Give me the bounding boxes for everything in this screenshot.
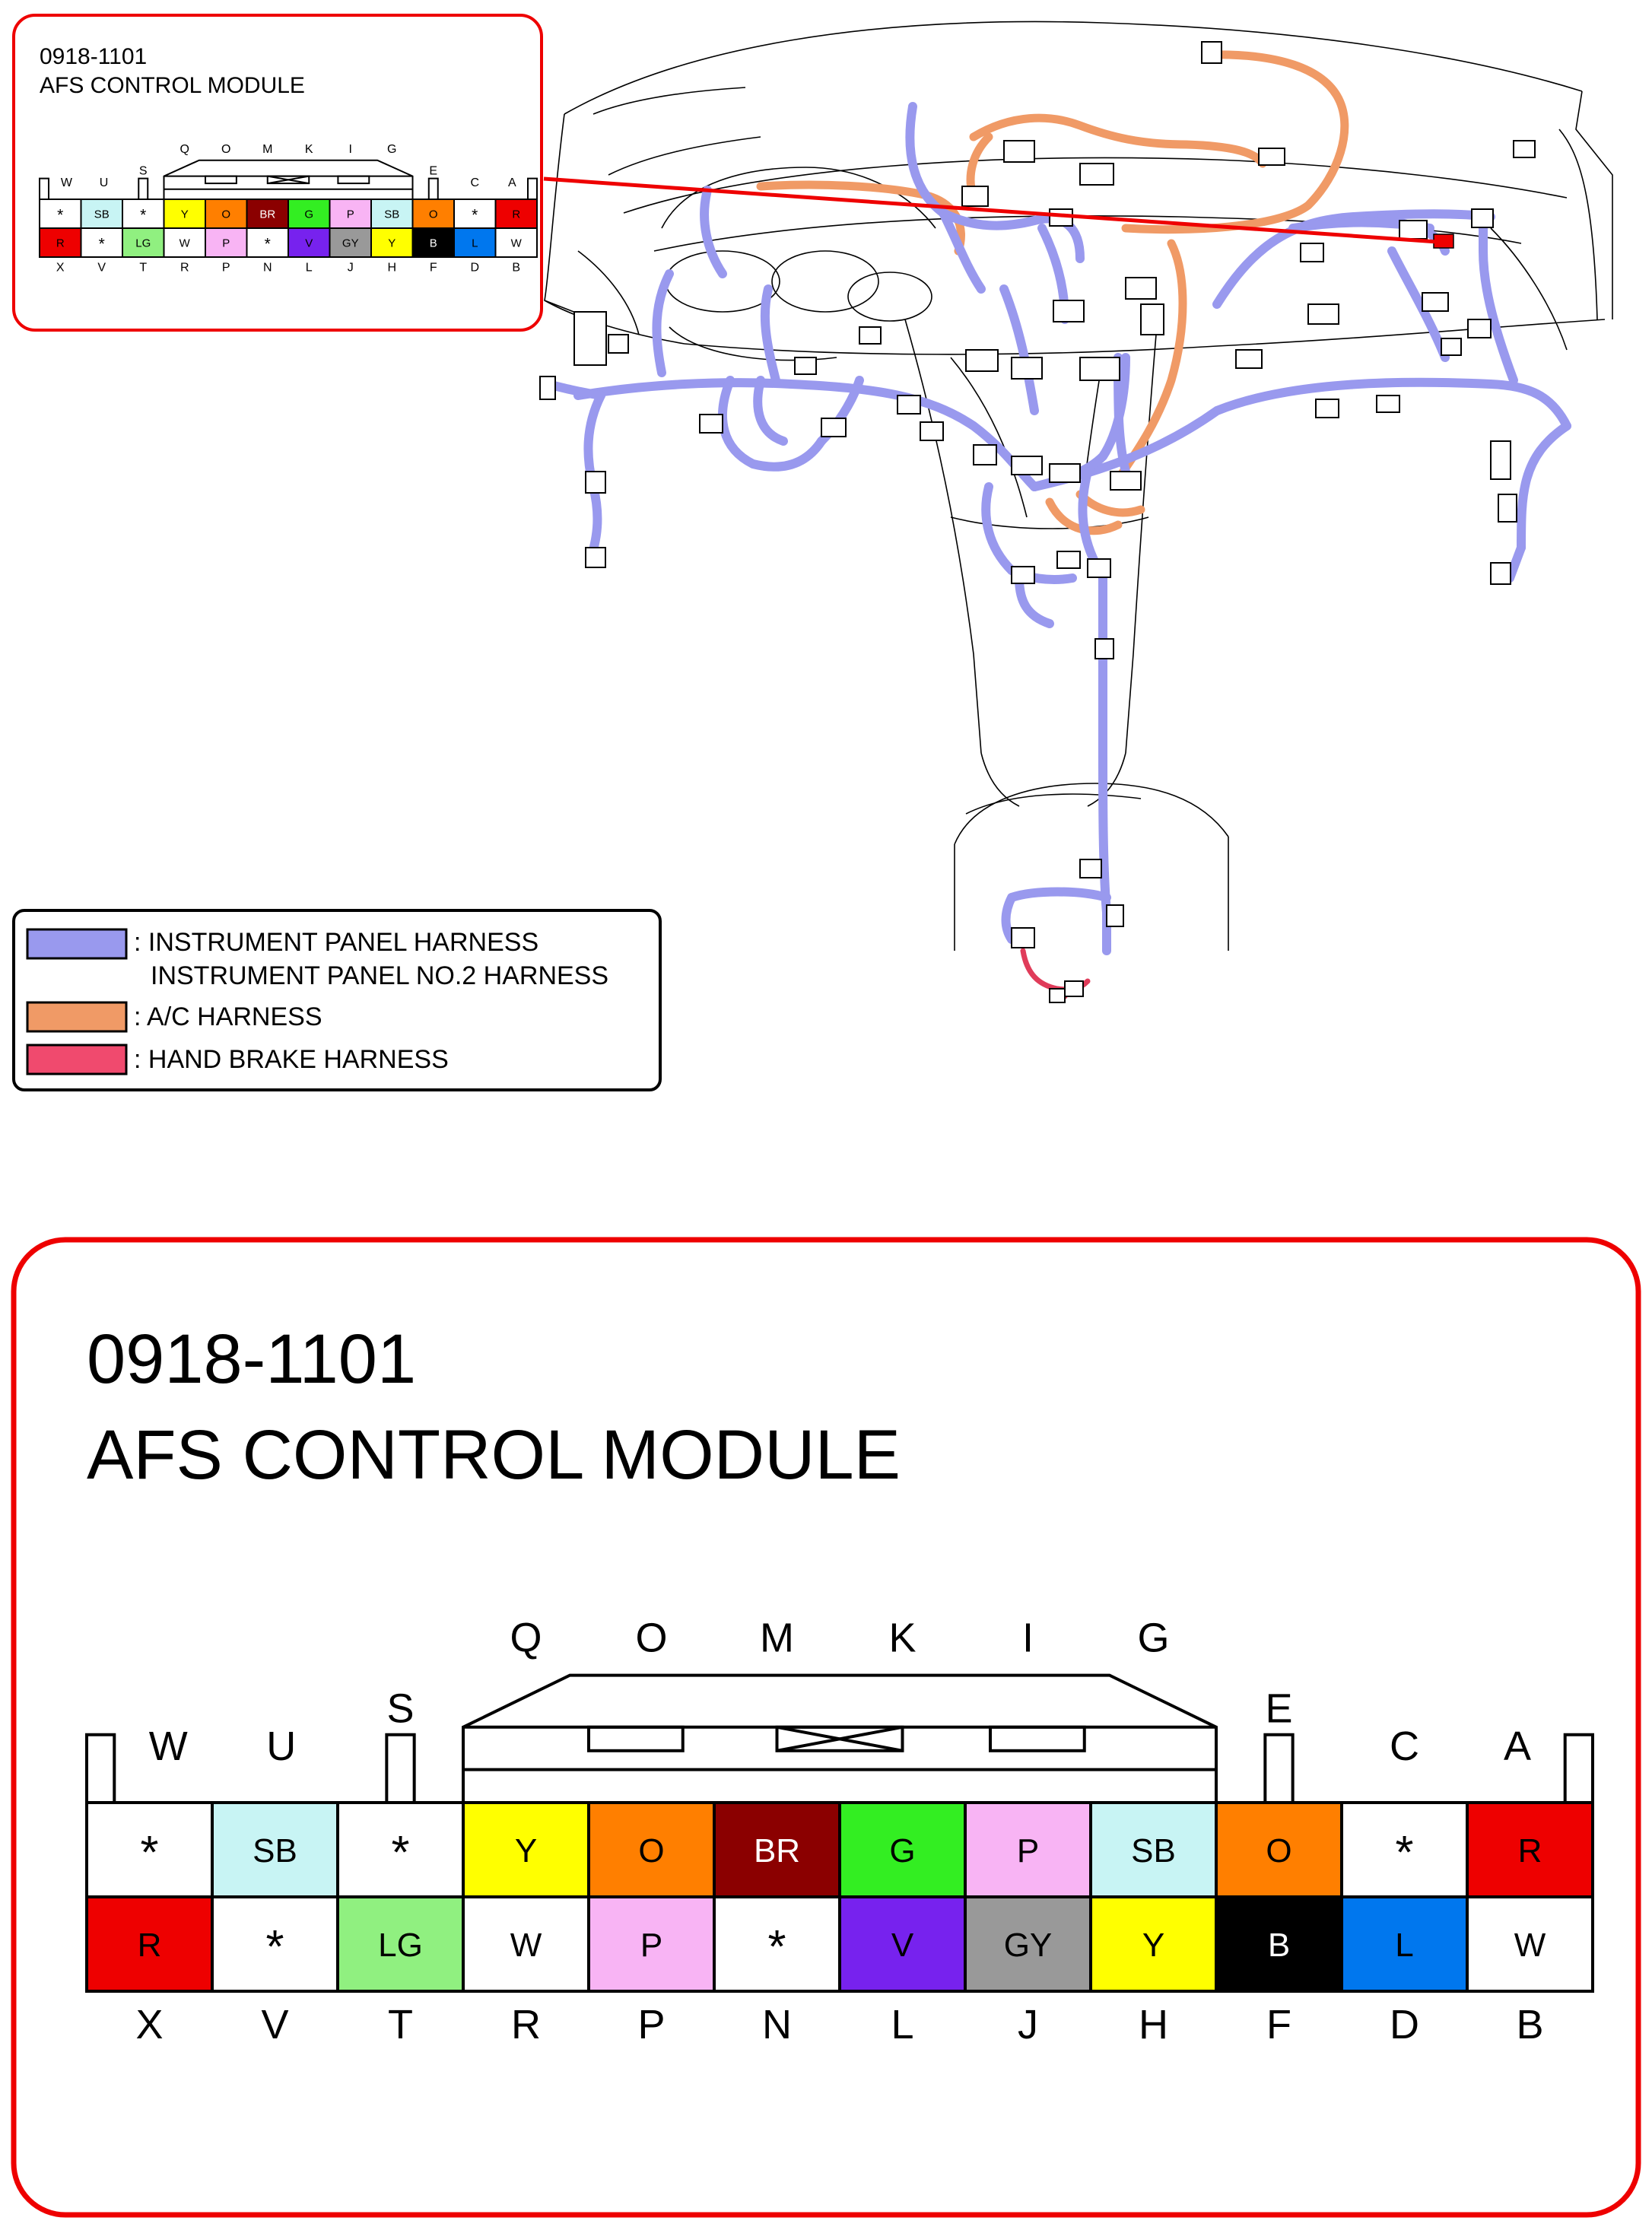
- inset-pin-label: *: [57, 206, 64, 224]
- connector-inset: [14, 15, 542, 330]
- inset-pin-label: LG: [135, 237, 151, 250]
- legend-label-ip2: INSTRUMENT PANEL NO.2 HARNESS: [151, 961, 609, 990]
- inset-connector-id: 0918-1101: [40, 44, 148, 69]
- inset-cavity-label-upper: O: [221, 143, 231, 157]
- big-cavity-label-top: U: [266, 1723, 297, 1770]
- big-pin-label: O: [1266, 1831, 1292, 1870]
- inset-pin-label: R: [56, 237, 65, 250]
- inset-cavity-label-bottom: D: [470, 261, 480, 275]
- big-cavity-label-bottom: P: [637, 2002, 666, 2048]
- detail-connector-id: 0918-1101: [87, 1320, 417, 1398]
- inset-pin-label: O: [221, 208, 231, 221]
- big-pin-label: BR: [753, 1831, 801, 1870]
- harness-legend: [14, 910, 660, 1090]
- big-cavity-label-bottom: D: [1390, 2002, 1419, 2048]
- big-cavity-label-bottom: H: [1139, 2002, 1168, 2048]
- inset-cavity-label-upper: I: [348, 143, 352, 157]
- inset-cavity-label-upper: M: [262, 143, 273, 157]
- inset-cavity-label-bottom: P: [221, 261, 230, 275]
- big-pin-label: P: [640, 1926, 663, 1964]
- big-pin-label: *: [140, 1826, 159, 1879]
- big-pin-label: Y: [514, 1831, 538, 1870]
- big-cavity-label-upper: G: [1137, 1615, 1170, 1661]
- inset-pin-label: L: [472, 237, 478, 250]
- vehicle-drawing: [545, 22, 1612, 951]
- inset-pin-label: SB: [94, 208, 110, 221]
- inset-cavity-label-bottom: H: [387, 261, 397, 275]
- inset-cavity-label-bottom: J: [347, 261, 354, 275]
- big-pin-label: O: [638, 1831, 665, 1870]
- big-pin-label: B: [1267, 1926, 1291, 1964]
- big-cavity-label-bottom: L: [891, 2002, 914, 2048]
- big-pin-label: P: [1016, 1831, 1040, 1870]
- big-cavity-label-bottom: J: [1018, 2002, 1038, 2048]
- big-pin-label: R: [1517, 1831, 1542, 1870]
- inset-pin-label: SB: [384, 208, 400, 221]
- legend-swatch-ip: [27, 929, 126, 958]
- big-pin-label: *: [391, 1826, 410, 1879]
- big-cavity-label-upper: K: [888, 1615, 917, 1661]
- big-cavity-label-bottom: X: [135, 2002, 164, 2048]
- big-cavity-label-bottom: F: [1266, 2002, 1291, 2048]
- inset-cavity-label-bottom: F: [429, 261, 437, 275]
- connector-detail-panel: [14, 1240, 1638, 2215]
- inset-pin-label: *: [472, 206, 478, 224]
- inset-cavity-label-bottom: V: [97, 261, 106, 275]
- big-pin-label: GY: [1003, 1926, 1053, 1964]
- inset-cavity-label-bottom: T: [139, 261, 148, 275]
- big-pin-label: Y: [1142, 1926, 1165, 1964]
- inset-cavity-label-top: S: [138, 164, 148, 178]
- inset-pin-label: Y: [388, 237, 396, 250]
- harness-connectors: [540, 42, 1535, 1002]
- big-pin-label: W: [1514, 1926, 1546, 1964]
- inset-cavity-label-upper: Q: [179, 143, 189, 157]
- inset-cavity-label-upper: K: [304, 143, 313, 157]
- big-cavity-label-top: S: [386, 1685, 415, 1732]
- inset-cavity-label-bottom: X: [56, 261, 65, 275]
- legend-swatch-ac: [27, 1002, 126, 1031]
- big-pin-label: G: [889, 1831, 916, 1870]
- big-pin-label: *: [265, 1920, 284, 1974]
- big-cavity-label-upper: O: [635, 1615, 668, 1661]
- inset-pin-label: R: [512, 208, 521, 221]
- big-cavity-label-top: C: [1390, 1723, 1419, 1770]
- inset-cavity-label-bottom: R: [179, 261, 189, 275]
- inset-cavity-label-top: U: [99, 176, 109, 189]
- inset-pin-label: V: [305, 237, 313, 250]
- legend-swatch-hb: [27, 1045, 126, 1074]
- big-pin-label: R: [137, 1926, 162, 1964]
- inset-pin-label: P: [222, 237, 230, 250]
- legend-label-hb: : HAND BRAKE HARNESS: [134, 1045, 449, 1074]
- legend-label-ip: : INSTRUMENT PANEL HARNESS: [134, 928, 539, 957]
- big-cavity-label-top: E: [1265, 1685, 1293, 1732]
- legend-label-ac: : A/C HARNESS: [134, 1002, 322, 1031]
- inset-pin-label: W: [179, 237, 190, 250]
- big-pin-label: SB: [253, 1831, 297, 1870]
- big-cavity-label-upper: I: [1021, 1615, 1034, 1661]
- big-cavity-label-bottom: B: [1516, 2002, 1544, 2048]
- big-cavity-label-bottom: V: [261, 2002, 289, 2048]
- big-pin-label: W: [510, 1926, 542, 1964]
- inset-pin-label: G: [304, 208, 314, 221]
- big-cavity-label-top: A: [1503, 1723, 1532, 1770]
- inset-cavity-label-bottom: B: [512, 261, 521, 275]
- inset-pin-label: Y: [180, 208, 189, 221]
- inset-cavity-label-top: C: [470, 176, 480, 189]
- big-cavity-label-upper: M: [760, 1615, 794, 1661]
- big-cavity-label-bottom: R: [511, 2002, 541, 2048]
- inset-cavity-label-top: A: [507, 176, 516, 189]
- inset-cavity-label-bottom: L: [305, 261, 313, 275]
- inset-pin-label: B: [429, 237, 437, 250]
- big-pin-label: L: [1395, 1926, 1414, 1964]
- big-cavity-label-bottom: N: [762, 2002, 792, 2048]
- inset-cavity-label-top: E: [429, 164, 438, 178]
- inset-pin-label: *: [98, 235, 105, 253]
- inset-pin-label: *: [264, 235, 271, 253]
- big-pin-label: *: [767, 1920, 786, 1974]
- inset-pin-label: O: [428, 208, 438, 221]
- big-pin-label: LG: [378, 1926, 423, 1964]
- detail-connector-name: AFS CONTROL MODULE: [87, 1416, 901, 1494]
- big-pin-label: V: [891, 1926, 914, 1964]
- inset-connector-name: AFS CONTROL MODULE: [40, 73, 305, 98]
- inset-pin-label: BR: [259, 208, 276, 221]
- inset-cavity-label-upper: G: [387, 143, 397, 157]
- big-cavity-label-bottom: T: [388, 2002, 413, 2048]
- inset-cavity-label-bottom: N: [262, 261, 272, 275]
- inset-pin-label: GY: [342, 237, 359, 250]
- big-pin-label: *: [1395, 1826, 1414, 1879]
- big-pin-label: SB: [1131, 1831, 1176, 1870]
- inset-pin-label: W: [510, 237, 522, 250]
- inset-pin-label: *: [140, 206, 147, 224]
- big-cavity-label-upper: Q: [510, 1615, 542, 1661]
- inset-cavity-label-top: W: [60, 176, 72, 189]
- big-cavity-label-top: W: [148, 1723, 188, 1770]
- inset-pin-label: P: [346, 208, 354, 221]
